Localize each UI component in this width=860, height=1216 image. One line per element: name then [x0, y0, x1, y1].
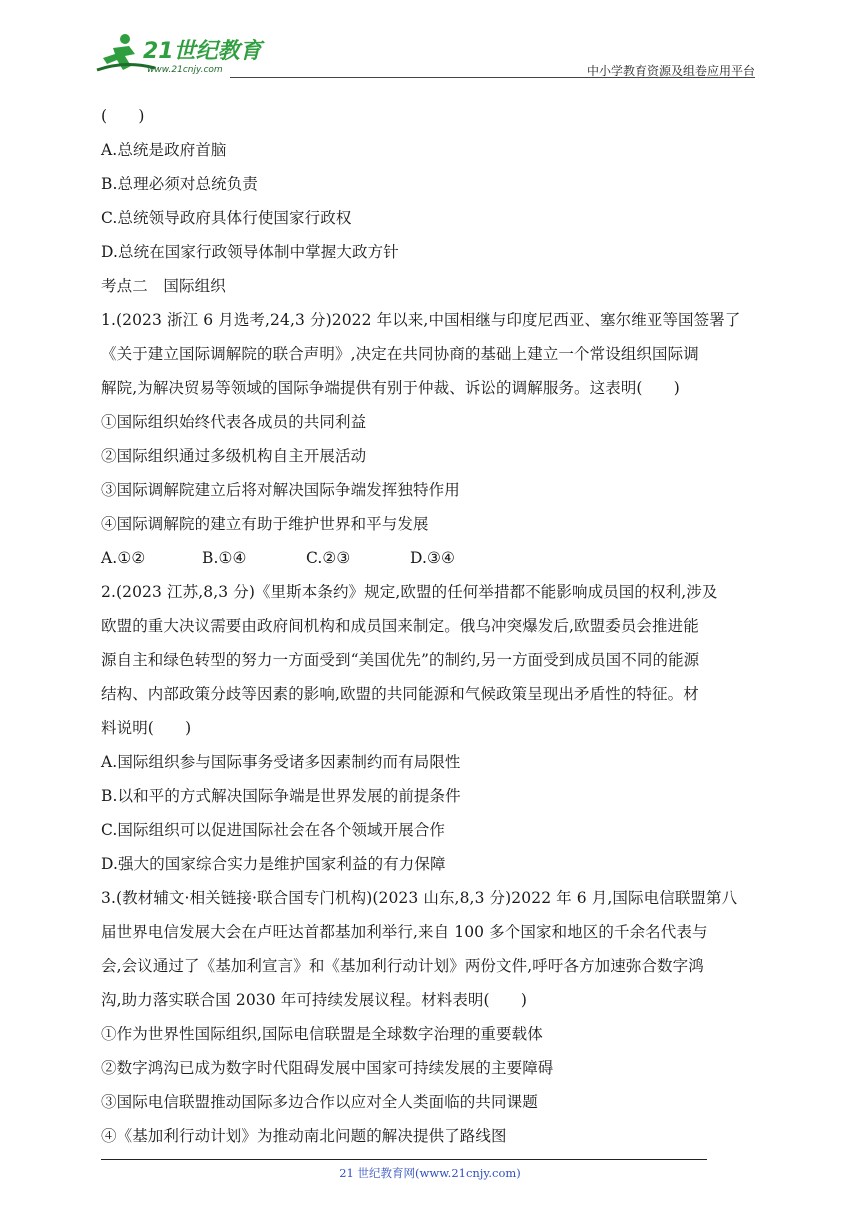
footer-link[interactable]: 21 世纪教育网(www.21cnjy.com)	[339, 1166, 521, 1180]
option-a: A.①②	[101, 549, 146, 567]
section-heading: 考点二 国际组织	[101, 277, 226, 295]
text-line: 3.(教材辅文·相关链接·联合国专门机构)(2023 山东,8,3 分)2022 年 6 月,国际电信联盟第八	[101, 889, 738, 907]
text-line: ③国际调解院建立后将对解决国际争端发挥独特作用	[101, 481, 460, 499]
header-platform-text: 中小学教育资源及组卷应用平台	[586, 64, 755, 78]
text-line: D.强大的国家综合实力是维护国家利益的有力保障	[101, 855, 446, 873]
text-line: C.国际组织可以促进国际社会在各个领域开展合作	[101, 821, 446, 839]
text-line: ③国际电信联盟推动国际多边合作以应对全人类面临的共同课题	[101, 1093, 538, 1111]
text-line: B.总理必须对总统负责	[101, 175, 258, 193]
text-line: ①作为世界性国际组织,国际电信联盟是全球数字治理的重要载体	[101, 1025, 543, 1043]
text-line: D.总统在国家行政领导体制中掌握大政方针	[101, 243, 399, 261]
text-line: 欧盟的重大决议需要由政府间机构和成员国来制定。俄乌冲突爆发后,欧盟委员会推进能	[101, 617, 699, 635]
text-line: 源自主和绿色转型的努力一方面受到“美国优先”的制约,另一方面受到成员国不同的能源	[101, 651, 700, 669]
text-line: ④《基加利行动计划》为推动南北问题的解决提供了路线图	[101, 1127, 507, 1145]
text-line: 2.(2023 江苏,8,3 分)《里斯本条约》规定,欧盟的任何举措都不能影响成员国的权利,涉及	[101, 583, 718, 601]
text-line: ( )	[101, 107, 145, 125]
text-line: 1.(2023 浙江 6 月选考,24,3 分)2022 年以来,中国相继与印度尼西亚、塞尔维亚等国签署了	[101, 311, 741, 329]
text-line: 会,会议通过了《基加利宣言》和《基加利行动计划》两份文件,呼吁各方加速弥合数字鸿	[101, 957, 704, 975]
text-line: 《关于建立国际调解院的联合声明》,决定在共同协商的基础上建立一个常设组织国际调	[101, 345, 699, 363]
text-line: 解院,为解决贸易等领域的国际争端提供有别于仲裁、诉讼的调解服务。这表明( )	[101, 379, 680, 397]
logo-text: 21世纪教育	[143, 39, 262, 64]
logo	[95, 30, 265, 78]
logo-url: www.21cnjy.com	[147, 65, 223, 75]
footer-divider	[101, 1159, 707, 1160]
text-line: B.以和平的方式解决国际争端是世界发展的前提条件	[101, 787, 461, 805]
text-line: ④国际调解院的建立有助于维护世界和平与发展	[101, 515, 429, 533]
option-b: B.①④	[202, 549, 247, 567]
page-header	[95, 30, 755, 82]
text-line: ②国际组织通过多级机构自主开展活动	[101, 447, 367, 465]
text-line: C.总统领导政府具体行使国家行政权	[101, 209, 352, 227]
document-body	[101, 99, 761, 1153]
option-d: D.③④	[410, 549, 455, 567]
text-line: ①国际组织始终代表各成员的共同利益	[101, 413, 367, 431]
text-line: 结构、内部政策分歧等因素的影响,欧盟的共同能源和气候政策呈现出矛盾性的特征。材	[101, 685, 699, 703]
text-line: 沟,助力落实联合国 2030 年可持续发展议程。材料表明( )	[101, 991, 528, 1009]
option-c: C.②③	[306, 549, 351, 567]
text-line: A.总统是政府首脑	[101, 141, 227, 159]
text-line: 料说明( )	[101, 719, 192, 737]
q1-options	[101, 541, 761, 575]
text-line: A.国际组织参与国际事务受诸多因素制约而有局限性	[101, 753, 461, 771]
text-line: ②数字鸿沟已成为数字时代阻碍发展中国家可持续发展的主要障碍	[101, 1059, 554, 1077]
text-line: 届世界电信发展大会在卢旺达首都基加利举行,来自 100 多个国家和地区的千余名代表与	[101, 923, 708, 941]
